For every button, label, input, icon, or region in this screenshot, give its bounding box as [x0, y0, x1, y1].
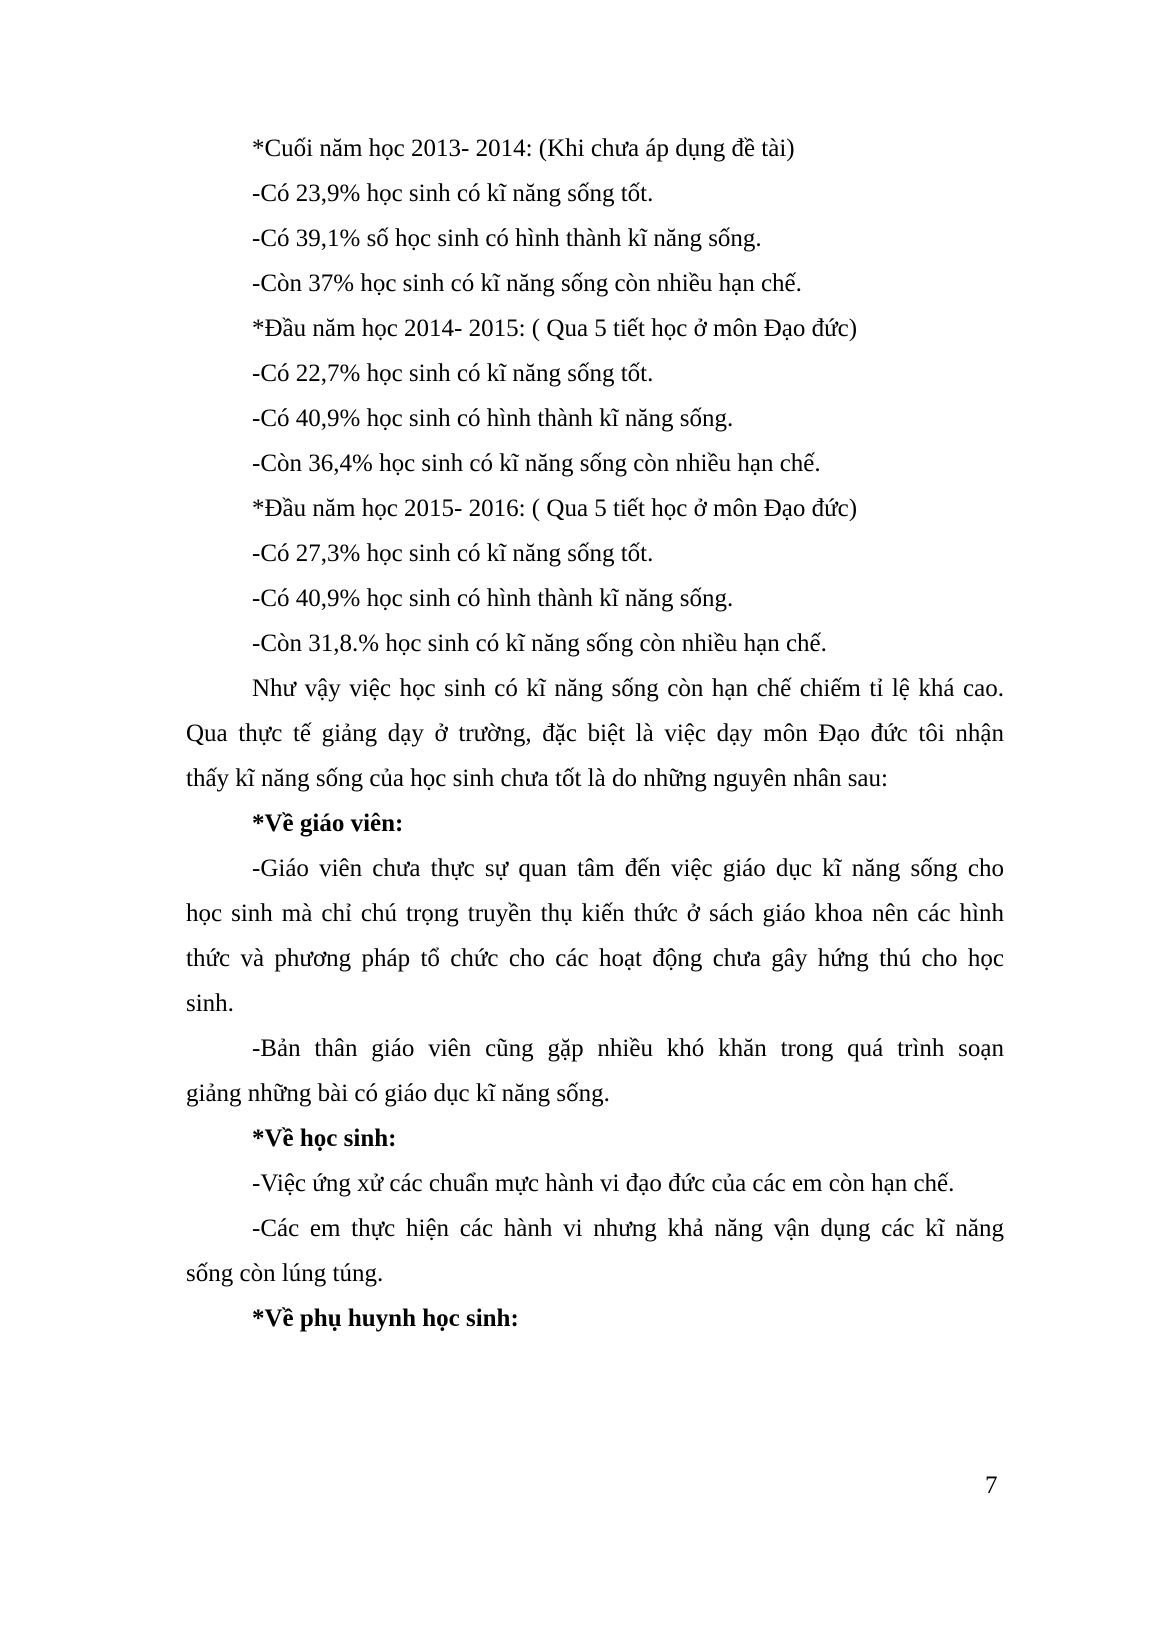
text-line: giảng những bài có giáo dục kĩ năng sống. [186, 1080, 610, 1107]
text-line: *Đầu năm học 2014- 2015: ( Qua 5 tiết học ở môn Đạo đức) [252, 315, 858, 342]
text-line: -Có 22,7% học sinh có kĩ năng sống tốt. [252, 360, 654, 387]
text-line: -Giáo viên chưa thực sự quan tâm đến việc giáo dục kĩ năng sống cho [252, 855, 1004, 882]
text-line: *Đầu năm học 2015- 2016: ( Qua 5 tiết học ở môn Đạo đức) [252, 495, 858, 522]
text-line: -Còn 31,8.% học sinh có kĩ năng sống còn nhiều hạn chế. [252, 630, 827, 657]
text-line: -Có 40,9% học sinh có hình thành kĩ năng sống. [252, 585, 734, 612]
text-line: -Có 23,9% học sinh có kĩ năng sống tốt. [252, 180, 654, 207]
section-heading: *Về học sinh: [252, 1125, 397, 1152]
section-heading: *Về phụ huynh học sinh: [252, 1305, 519, 1332]
text-line: thấy kĩ năng sống của học sinh chưa tốt là do những nguyên nhân sau: [186, 765, 888, 792]
text-line: -Còn 36,4% học sinh có kĩ năng sống còn nhiều hạn chế. [252, 450, 821, 477]
text-line: -Có 40,9% học sinh có hình thành kĩ năng sống. [252, 405, 734, 432]
text-line: -Các em thực hiện các hành vi nhưng khả năng vận dụng các kĩ năng [252, 1215, 1004, 1242]
text-line: -Bản thân giáo viên cũng gặp nhiều khó khăn trong quá trình soạn [252, 1035, 1004, 1062]
text-line: thức và phương pháp tổ chức cho các hoạt động chưa gây hứng thú cho học [186, 945, 1004, 972]
text-line: sống còn lúng túng. [186, 1260, 384, 1287]
text-line: -Còn 37% học sinh có kĩ năng sống còn nhiều hạn chế. [252, 270, 802, 297]
section-heading: *Về giáo viên: [252, 810, 404, 837]
text-line: -Có 27,3% học sinh có kĩ năng sống tốt. [252, 540, 654, 567]
text-line: -Có 39,1% số học sinh có hình thành kĩ năng sống. [252, 225, 762, 252]
text-line: -Việc ứng xử các chuẩn mực hành vi đạo đức của các em còn hạn chế. [252, 1170, 955, 1197]
text-line: Qua thực tế giảng dạy ở trường, đặc biệt là việc dạy môn Đạo đức tôi nhận [186, 720, 1004, 747]
text-line: *Cuối năm học 2013- 2014: (Khi chưa áp dụng đề tài) [252, 135, 795, 162]
text-line: sinh. [186, 990, 234, 1017]
page-number: 7 [985, 1472, 998, 1499]
text-line: học sinh mà chỉ chú trọng truyền thụ kiến thức ở sách giáo khoa nên các hình [186, 900, 1004, 927]
text-line: Như vậy việc học sinh có kĩ năng sống còn hạn chế chiếm tỉ lệ khá cao. [252, 675, 1004, 702]
